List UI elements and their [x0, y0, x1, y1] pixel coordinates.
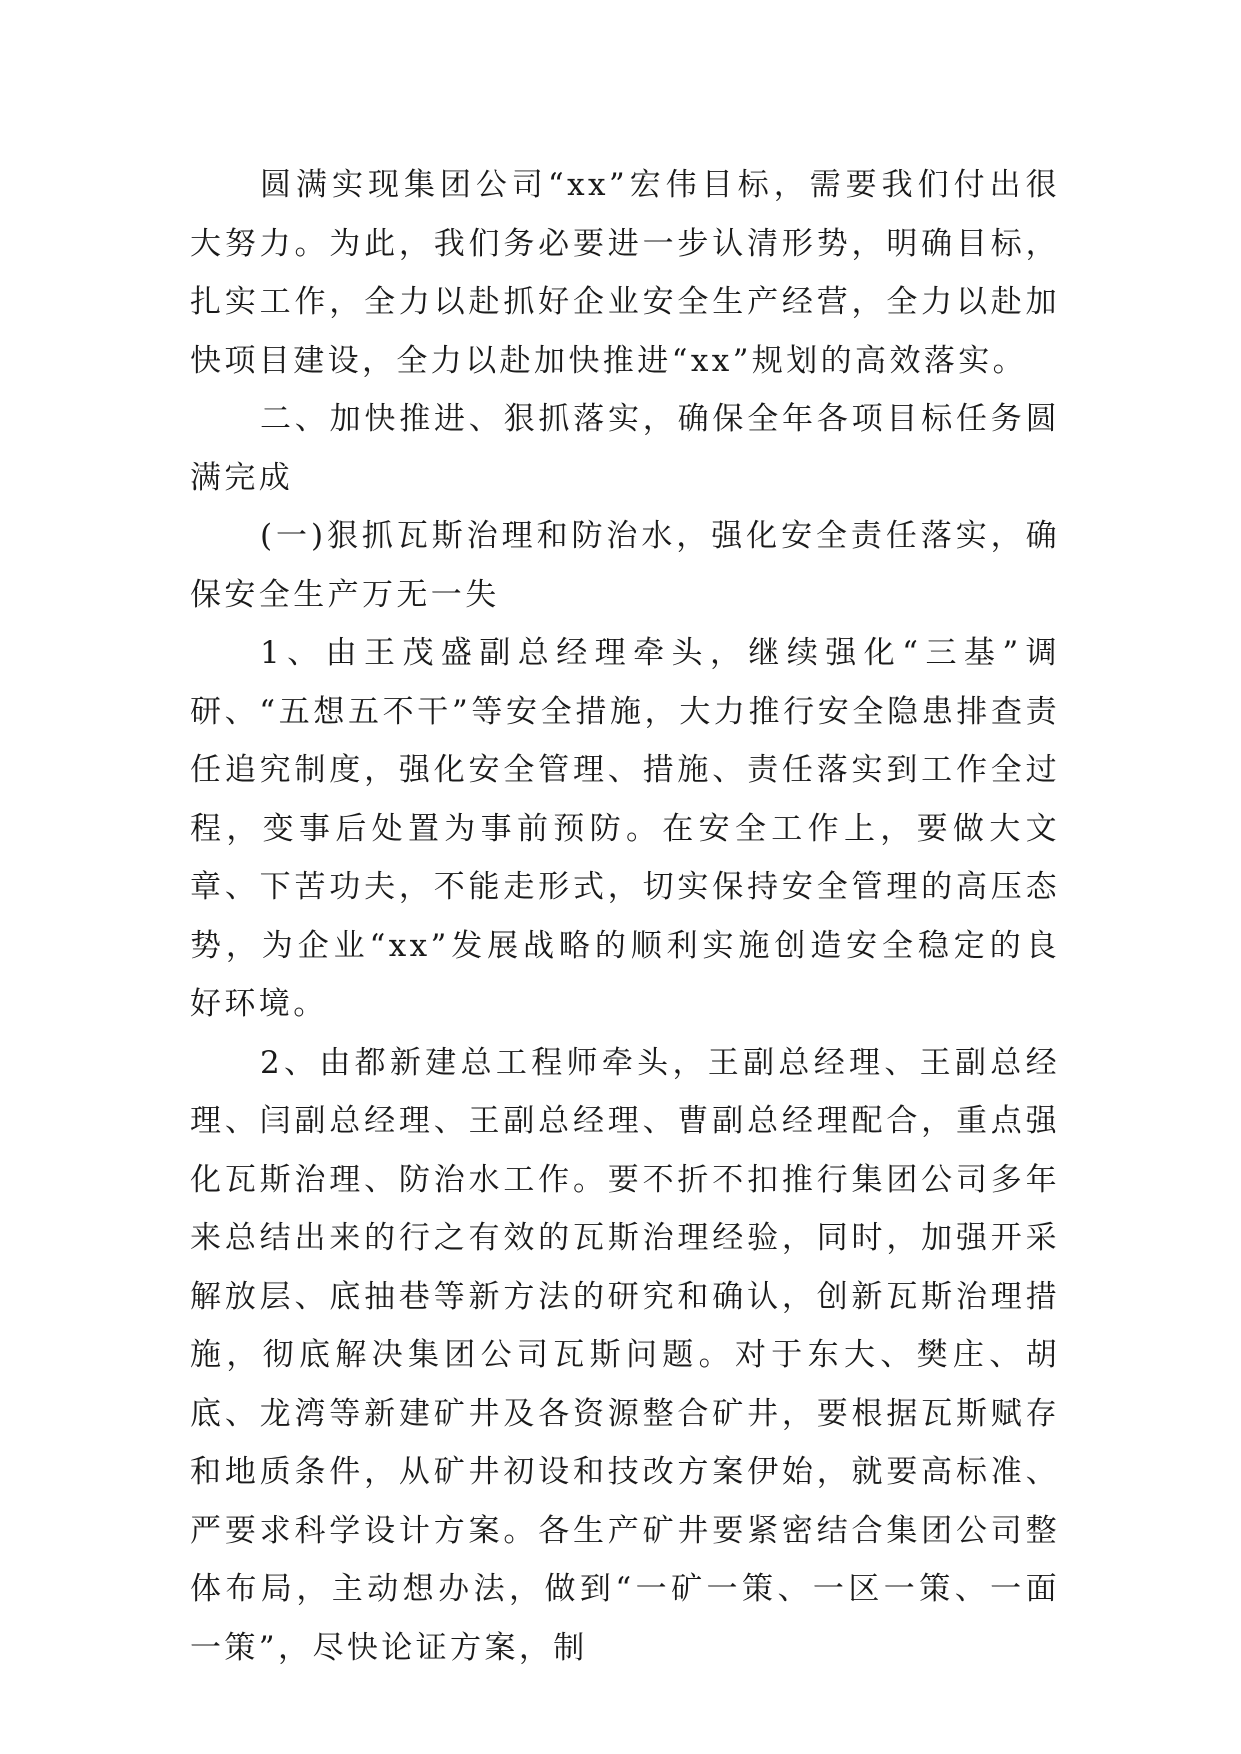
section-heading-two: 二、加快推进、狠抓落实，确保全年各项目标任务圆满完成	[190, 401, 1060, 496]
paragraph-item-1: 1、由王茂盛副总经理牵头，继续强化“三基”调研、“五想五不干”等安全措施，大力推行安全隐患排查责任追究制度，强化安全管理、措施、责任落实到工作全过程，变事后处置为事前预防。在安全工作上，要做大文章、下苦功夫，不能走形式，切实保持安全管理的高压态势，为企业“xx”发展战略的顺利实施创造安全稳定的良好环境。	[190, 635, 1060, 1022]
subsection-heading-one: (一)狠抓瓦斯治理和防治水，强化安全责任落实，确保安全生产万无一失	[190, 518, 1060, 613]
paragraph-goal-effort: 圆满实现集团公司“xx”宏伟目标，需要我们付出很大努力。为此，我们务必要进一步认清形势，明确目标，扎实工作，全力以赴抓好企业安全生产经营，全力以赴加快项目建设，全力以赴加快推进“xx”规划的高效落实。	[190, 167, 1060, 379]
paragraph-item-2: 2、由都新建总工程师牵头，王副总经理、王副总经理、闫副总经理、王副总经理、曹副总经理配合，重点强化瓦斯治理、防治水工作。要不折不扣推行集团公司多年来总结出来的行之有效的瓦斯治理经验，同时，加强开采解放层、底抽巷等新方法的研究和确认，创新瓦斯治理措施，彻底解决集团公司瓦斯问题。对于东大、樊庄、胡底、龙湾等新建矿井及各资源整合矿井，要根据瓦斯赋存和地质条件，从矿井初设和技改方案伊始，就要高标准、严要求科学设计方案。各生产矿井要紧密结合集团公司整体布局，主动想办法，做到“一矿一策、一区一策、一面一策”，尽快论证方案，制	[190, 1044, 1060, 1666]
document-page	[190, 156, 1060, 1677]
